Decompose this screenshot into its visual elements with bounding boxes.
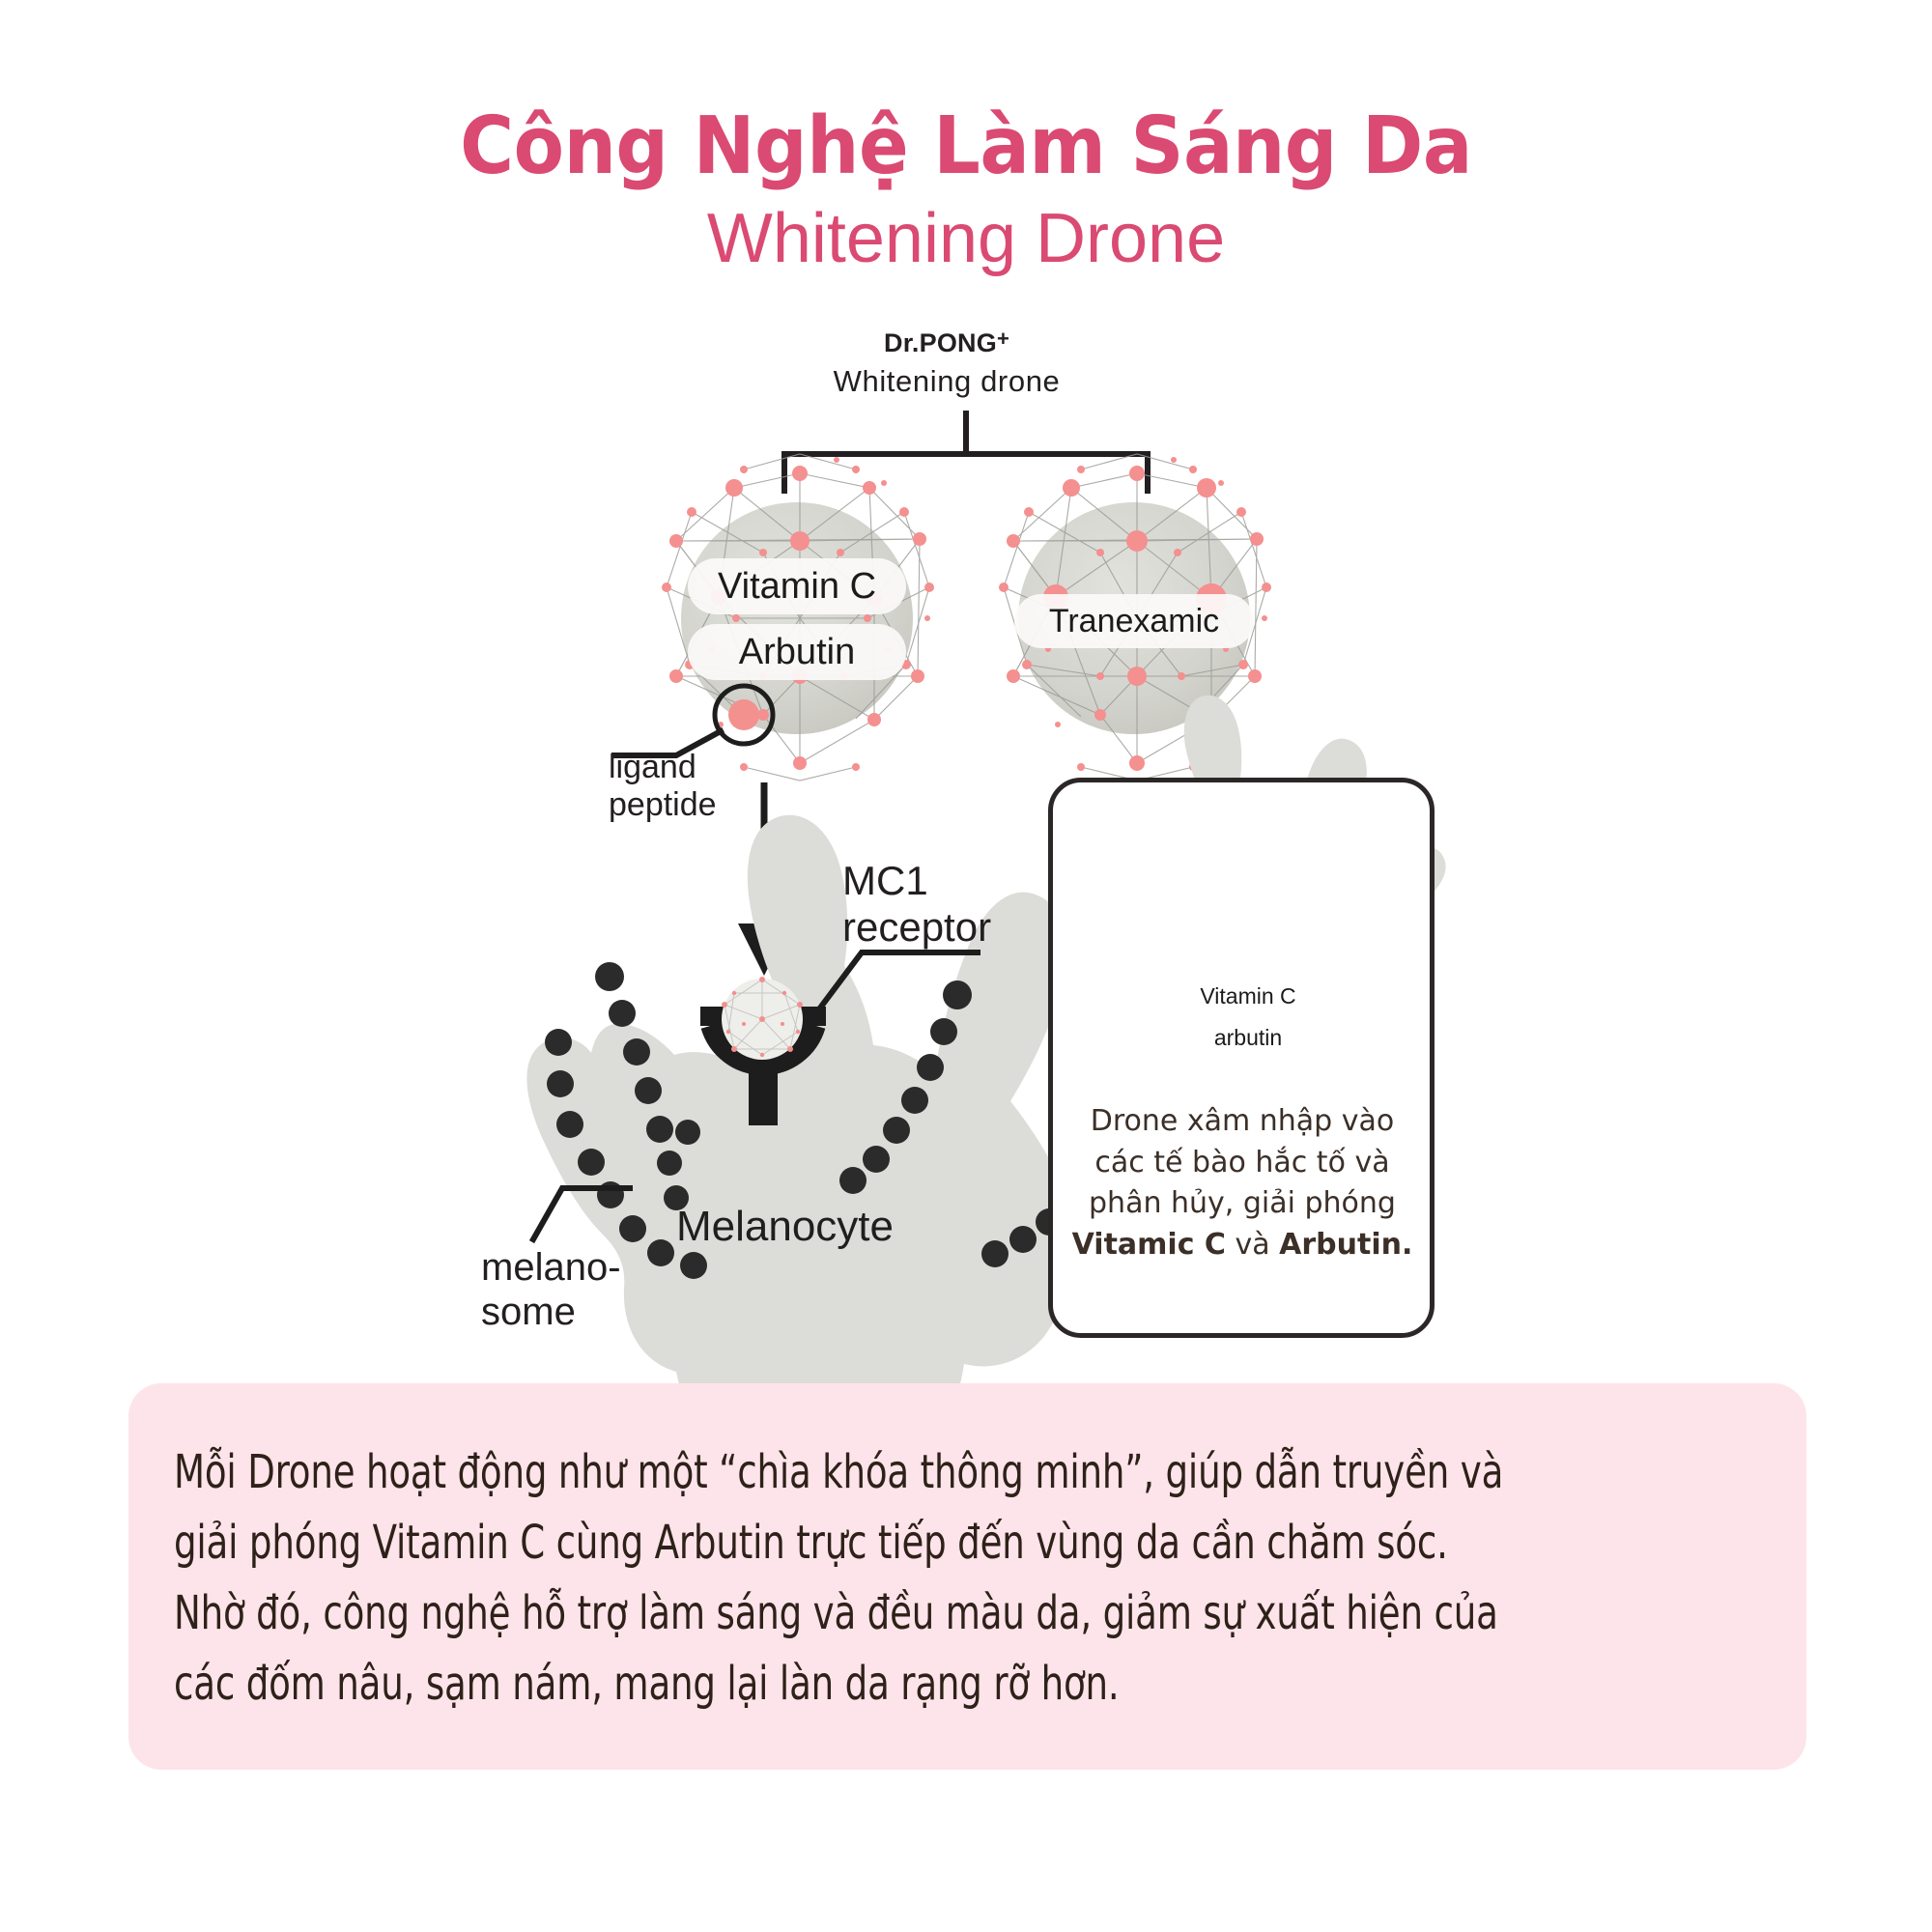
melanosome-line1: melano- [481, 1246, 621, 1289]
inset-label-vitamin-c: Vitamin C [1180, 979, 1316, 1013]
summary-line-4: các đốm nâu, sạm nám, mang lại làn da rạng rỡ hơn. [174, 1656, 1120, 1711]
inset-caption-line3: phân hủy, giải phóng [1089, 1186, 1396, 1221]
inset-caption-bold-vitamic-c: Vitamic C [1071, 1227, 1226, 1262]
left-drone-label-vitamin-c: Vitamin C [688, 558, 906, 614]
inset-caption-line4 [1061, 1225, 1424, 1266]
ligand-peptide-label [609, 749, 717, 824]
drone-name-label: Whitening drone [833, 364, 1061, 398]
summary-line-3: Nhờ đó, công nghệ hỗ trợ làm sáng và đều màu da, giảm sự xuất hiện của [174, 1585, 1498, 1640]
left-drone-sphere [662, 454, 934, 781]
right-drone-label-tranexamic: Tranexamic [1014, 594, 1254, 648]
inset-caption-bold-arbutin: Arbutin. [1279, 1227, 1413, 1262]
inset-caption-line2: các tế bào hắc tố và [1094, 1145, 1390, 1179]
summary-line-2: giải phóng Vitamin C cùng Arbutin trực tiếp đến vùng da cần chăm sóc. [174, 1515, 1448, 1570]
inset-caption-line1: Drone xâm nhập vào [1090, 1104, 1395, 1138]
inset-caption-conjunction: và [1225, 1227, 1280, 1262]
left-drone-label-arbutin: Arbutin [688, 624, 906, 680]
page-subtitle: Whitening Drone [706, 199, 1226, 277]
melanosome-line2: some [481, 1290, 576, 1333]
summary-text [174, 1437, 1545, 1719]
summary-line-1: Mỗi Drone hoạt động như một “chìa khóa thông minh”, giúp dẫn truyền và [174, 1445, 1504, 1499]
melanocyte-label: Melanocyte [676, 1203, 895, 1250]
ligand-peptide-dot [728, 699, 759, 730]
brand-plus-superscript: + [996, 327, 1009, 351]
ligand-peptide-line1: ligand [609, 749, 696, 785]
mc1-receptor-label [842, 858, 991, 951]
brand-name: Dr.PONG [884, 328, 997, 357]
page-title: Công Nghệ Làm Sáng Da [460, 100, 1472, 192]
bracket-connector [784, 413, 1148, 491]
ligand-peptide-line2: peptide [609, 785, 717, 823]
inset-caption [1061, 1101, 1424, 1265]
mc1-receptor-line2: receptor [842, 903, 992, 950]
inset-label-arbutin: arbutin [1180, 1020, 1316, 1055]
mc1-receptor-line1: MC1 [842, 858, 928, 903]
melanosome-label [481, 1246, 621, 1334]
